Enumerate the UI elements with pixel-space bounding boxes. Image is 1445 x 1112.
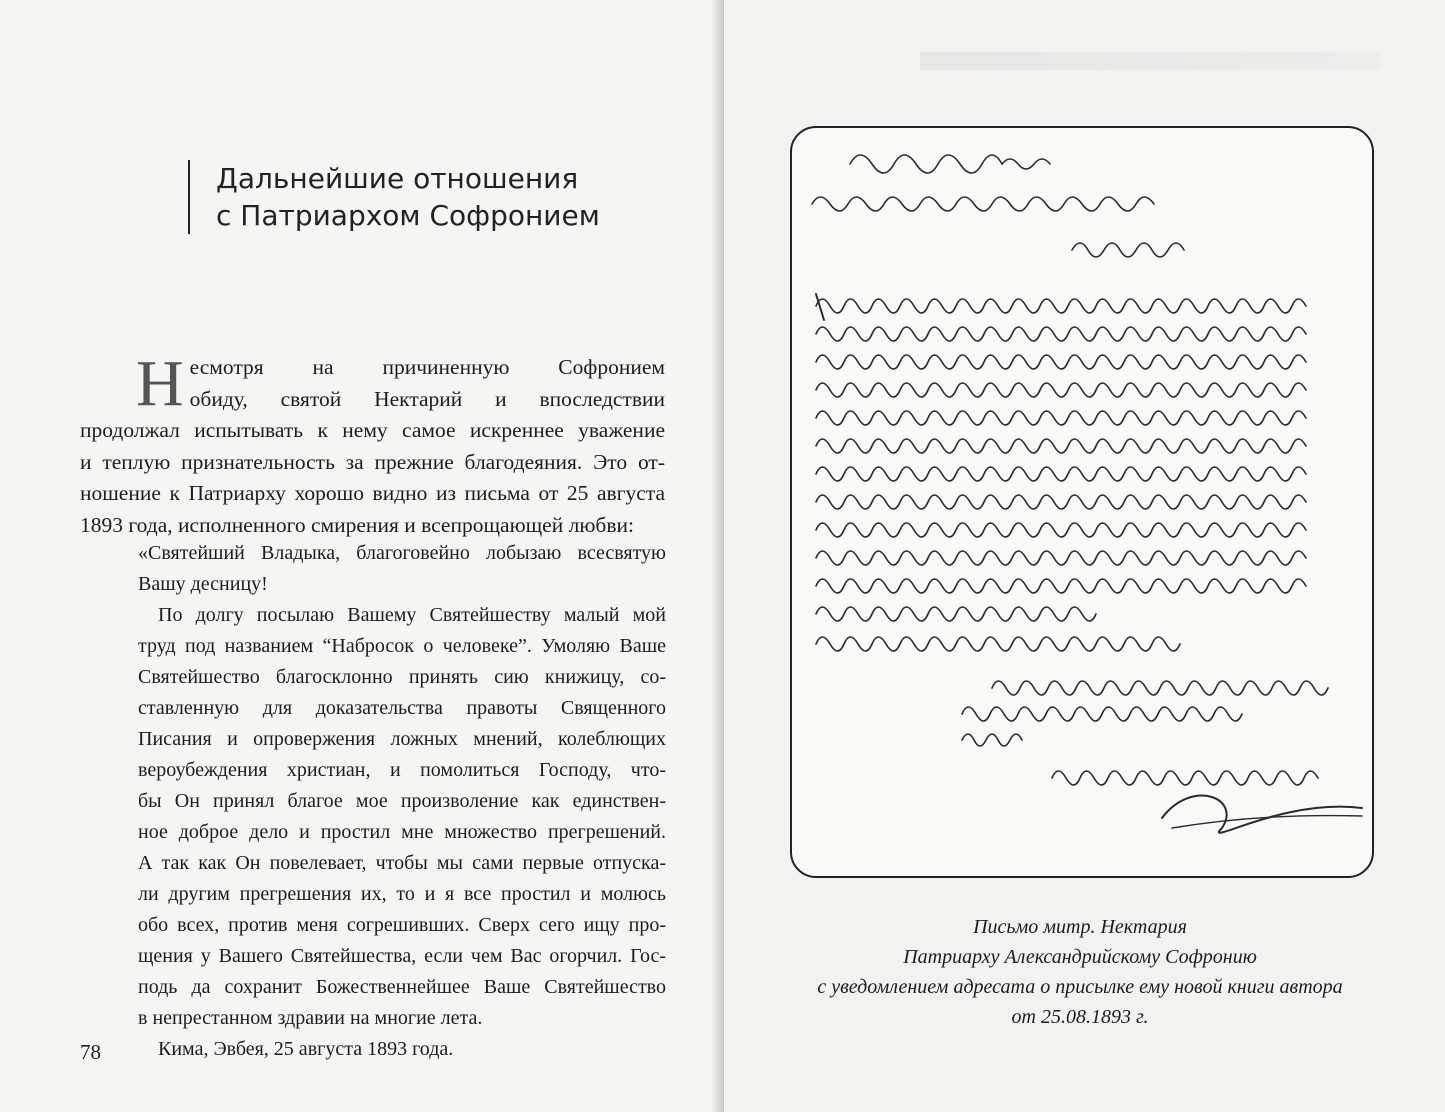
bleed-through-header	[920, 52, 1380, 70]
quote-line: ставленную для доказательства правоты Священного	[138, 697, 666, 719]
quote-line: бы Он принял благое мое произволение как единствен-	[138, 790, 666, 812]
heading-line-2: с Патриархом Софронием	[216, 199, 600, 232]
letter-quote	[138, 538, 666, 1065]
quote-line: Вашу десницу!	[138, 573, 268, 595]
figure-caption	[780, 912, 1380, 1032]
quote-line: Кима, Эвбея, 25 августа 1893 года.	[158, 1038, 454, 1060]
quote-line: обо всех, против меня согрешивших. Сверх сего ищу про-	[138, 914, 666, 936]
handwritten-letter-image	[790, 126, 1374, 878]
caption-line: Патриарху Александрийскому Софронию	[903, 946, 1257, 968]
quote-line: ли другим прегрешения их, то и я все простил и молюсь	[138, 883, 666, 905]
heading-line-1: Дальнейшие отношения	[216, 162, 579, 195]
quote-line: По долгу посылаю Вашему Святейшеству малый мой	[158, 604, 666, 626]
drop-cap: Н	[136, 347, 184, 420]
paragraph-line: продолжал испытывать к нему самое искреннее уважение	[80, 418, 665, 442]
quote-line: подь да сохранит Божественнейшее Ваше Святейшество	[138, 976, 666, 998]
body-paragraph	[80, 347, 665, 541]
caption-line: от 25.08.1893 г.	[1011, 1006, 1149, 1028]
chapter-heading	[188, 160, 696, 234]
paragraph-line: обиду, святой Нектарий и впоследствии	[189, 386, 665, 411]
page-number: 78	[80, 1040, 101, 1064]
left-page	[0, 0, 722, 1112]
caption-line: Письмо митр. Нектария	[973, 916, 1187, 938]
quote-line: вероубеждения христиан, и помолиться Господу, что-	[138, 759, 666, 781]
quote-line: щения у Вашего Святейшества, если чем Вас огорчил. Гос-	[138, 945, 666, 967]
quote-line: Писания и опровержения ложных мнений, колеблющих	[138, 728, 666, 750]
quote-line: А так как Он повелевает, чтобы мы сами первые отпуска-	[138, 852, 666, 874]
quote-line: «Святейший Владыка, благоговейно лобызаю всесвятую	[138, 542, 666, 564]
paragraph-line: 1893 года, исполненного смирения и всепрощающей любви:	[80, 512, 634, 537]
paragraph-line: и теплую признательность за прежние благодеяния. Это от-	[80, 449, 665, 474]
quote-line: труд под названием “Набросок о человеке”. Умоляю Ваше	[138, 635, 666, 657]
paragraph-line: ношение к Патриарху хорошо видно из письма от 25 августа	[80, 481, 665, 505]
quote-line: Святейшество благосклонно принять сию книжицу, со-	[138, 666, 666, 688]
quote-line: ное доброе дело и простил мне множество прегрешений.	[138, 821, 666, 843]
paragraph-line: есмотря на причиненную Софронием	[189, 355, 665, 379]
quote-line: в непрестанном здравии на многие лета.	[138, 1007, 483, 1029]
handwriting-scribbles	[792, 128, 1372, 876]
caption-line: с уведомлением адресата о присылке ему новой книги автора	[817, 976, 1343, 998]
